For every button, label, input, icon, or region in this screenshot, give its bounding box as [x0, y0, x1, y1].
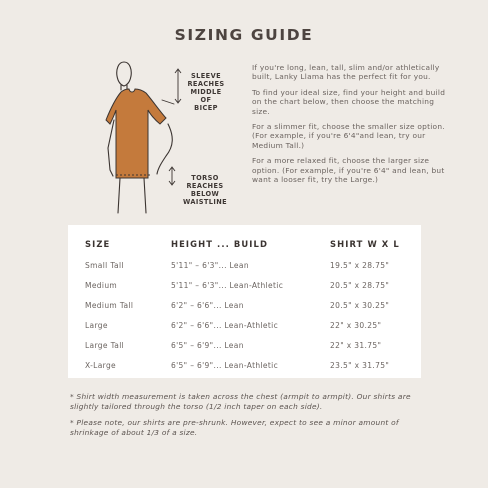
torso-callout: TORSO REACHES BELOW WAISTLINE — [182, 174, 228, 206]
cell-size: Large — [85, 321, 108, 330]
sleeve-pointer-line — [162, 100, 174, 104]
cell-shirt-dimensions: 19.5" x 28.75" — [330, 261, 390, 270]
cell-size: Large Tall — [85, 341, 125, 350]
header-size: SIZE — [85, 239, 111, 249]
page-title: SIZING GUIDE — [174, 26, 314, 44]
footnote: * Shirt width measurement is taken across the chest (armpit to armpit). Our shirts are slightly tailored through the torso (1/2 inch taper on each side). — [70, 392, 411, 411]
legs-outline — [118, 178, 146, 213]
cell-size: Small Tall — [85, 261, 124, 270]
cell-shirt-dimensions: 20.5" x 28.75" — [330, 281, 390, 290]
shirt-shape — [106, 89, 166, 178]
cell-height-build: 6'2" – 6'6"... Lean — [171, 301, 244, 310]
cell-height-build: 6'5" – 6'9"... Lean-Athletic — [171, 361, 279, 370]
cell-size: Medium Tall — [85, 301, 134, 310]
sleeve-callout: SLEEVE REACHES MIDDLE OF BICEP — [187, 72, 225, 112]
cell-shirt-dimensions: 22" x 30.25" — [330, 321, 382, 330]
intro-text — [252, 63, 452, 190]
footnotes — [70, 392, 430, 444]
torso-arrow-icon — [169, 167, 175, 185]
cell-shirt-dimensions: 23.5" x 31.75" — [330, 361, 390, 370]
cell-shirt-dimensions: 20.5" x 30.25" — [330, 301, 390, 310]
intro-paragraph: To find your ideal size, find your height and build on the chart below, then choose the matching size. — [252, 87, 446, 116]
header-height-build: HEIGHT ... BUILD — [171, 239, 269, 249]
cell-height-build: 5'11" – 6'3"... Lean-Athletic — [171, 281, 284, 290]
cell-height-build: 5'11" – 6'3"... Lean — [171, 261, 249, 270]
left-arm-outline — [108, 120, 114, 176]
cell-shirt-dimensions: 22" x 31.75" — [330, 341, 382, 350]
size-chart-table — [68, 225, 421, 378]
header-shirt-dimensions: SHIRT W X L — [330, 239, 400, 249]
head-outline — [117, 62, 131, 86]
cell-size: Medium — [85, 281, 118, 290]
intro-paragraph: If you're long, lean, tall, slim and/or athletically built, Lanky Llama has the perfect fit for you. — [252, 63, 440, 82]
intro-paragraph: For a more relaxed fit, choose the larger size option. (For example, if you're 6'4" and lean, but want a looser fit, try the Large.) — [252, 156, 445, 185]
footnote: * Please note, our shirts are pre-shrunk. However, expect to see a minor amount of shrinkage of about 1/3 of a size. — [70, 418, 399, 437]
cell-size: X-Large — [85, 361, 117, 370]
shirt-fit-illustration — [100, 58, 250, 218]
cell-height-build: 6'5" – 6'9"... Lean — [171, 341, 244, 350]
right-arm-outline — [157, 124, 172, 174]
cell-height-build: 6'2" – 6'6"... Lean-Athletic — [171, 321, 279, 330]
intro-paragraph: For a slimmer fit, choose the smaller size option. (For example, if you're 6'4"and lean, try our Medium Tall.) — [252, 122, 445, 150]
